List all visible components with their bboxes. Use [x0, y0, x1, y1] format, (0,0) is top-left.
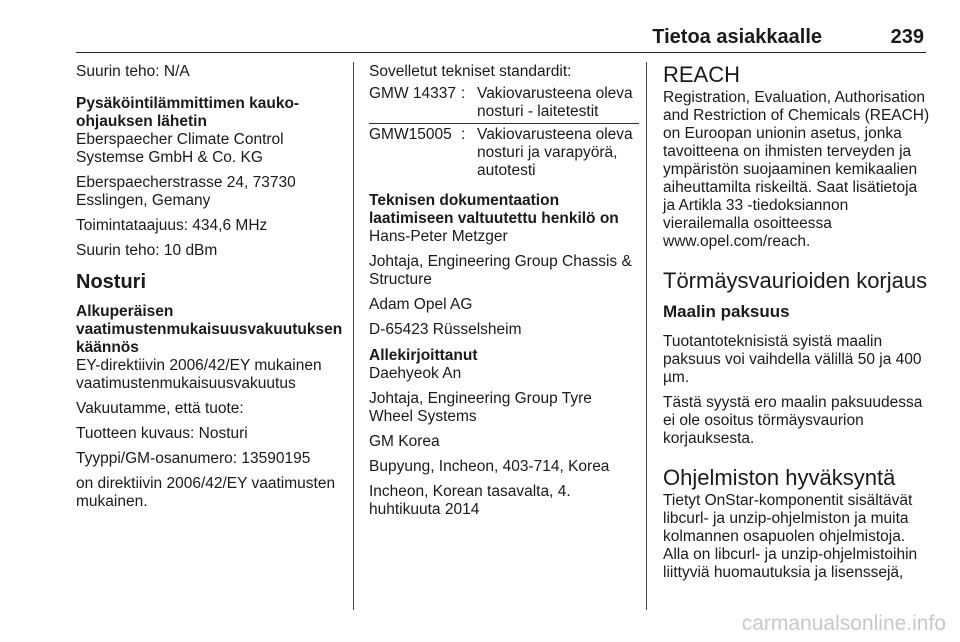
- standard-separator: :: [461, 85, 466, 102]
- translation-heading: Alkuperäisen vaatimustenmukaisuusvakuutuksen käännös: [76, 303, 343, 356]
- page-title: Tietoa asiakkaalle: [652, 26, 822, 48]
- column-2: [369, 63, 639, 526]
- compliance-text: on direktiivin 2006/42/EY vaatimusten mukainen.: [76, 475, 336, 510]
- address-2: Bupyung, Incheon, 403-714, Korea: [369, 458, 610, 475]
- role-2: Johtaja, Engineering Group Tyre Wheel Systems: [369, 390, 592, 425]
- company-2: GM Korea: [369, 433, 440, 450]
- directive-text: EY-direktiivin 2006/42/EY mukainen vaatimustenmukaisuusvakuutus: [76, 357, 322, 392]
- column-1: [76, 63, 348, 518]
- standard-description: Vakiovarusteena oleva nosturi ja varapyörä, autotesti: [477, 126, 633, 179]
- operating-frequency: Toimintataajuus: 434,6 MHz: [76, 217, 268, 234]
- standard-separator: :: [461, 126, 466, 143]
- place-date: Incheon, Korean tasavalta, 4. huhtikuuta 2014: [369, 483, 571, 518]
- table-row: [369, 123, 639, 182]
- header-divider: [76, 52, 926, 53]
- max-power: Suurin teho: 10 dBm: [76, 242, 218, 259]
- page-number: 239: [890, 26, 924, 48]
- max-power-na: Suurin teho: N/A: [76, 63, 190, 80]
- column-divider-2: [646, 62, 647, 610]
- person-2: Daehyeok An: [369, 365, 462, 382]
- section-heading-nosturi: Nosturi: [76, 271, 146, 293]
- role-1: Johtaja, Engineering Group Chassis & Structure: [369, 253, 632, 288]
- standards-table: [369, 85, 639, 182]
- person-1: Hans-Peter Metzger: [369, 228, 508, 245]
- paint-thickness-heading: Maalin paksuus: [663, 302, 790, 321]
- manufacturer-address: Eberspaecherstrasse 24, 73730 Esslingen, Gemany: [76, 174, 296, 209]
- standard-description: Vakiovarusteena oleva nosturi - laitetestit: [477, 85, 633, 120]
- software-heading: Ohjelmiston hyväksyntä: [663, 465, 896, 490]
- tech-doc-heading: Teknisen dokumentaation laatimiseen valtuutettu henkilö on: [369, 192, 619, 227]
- manufacturer-name: Eberspaecher Climate Control Systemse GmbH & Co. KG: [76, 131, 284, 166]
- column-3: [663, 63, 931, 589]
- standards-title: Sovelletut tekniset standardit:: [369, 63, 572, 80]
- signer-heading: Allekirjoittanut: [369, 347, 478, 364]
- page-header: [76, 22, 926, 52]
- reach-heading: REACH: [663, 62, 741, 87]
- collision-repair-heading: Törmäysvaurioiden korjaus: [663, 268, 928, 293]
- product-description: Tuotteen kuvaus: Nosturi: [76, 425, 248, 442]
- software-text: Tietyt OnStar-komponentit sisältävät libcurl- ja unzip-ohjelmiston ja muita kolmannen osapuolen ohjelmistoja. Alla on libcurl- ja unzip-ohjelmistoihin liittyviä huomautuksia ja lisenssejä,: [663, 492, 918, 581]
- table-row: [369, 85, 639, 123]
- watermark: carmanualsonline.info: [741, 612, 946, 635]
- company-1: Adam Opel AG: [369, 296, 473, 313]
- paint-thickness-text: Tuotantoteknisistä syistä maalin paksuus voi vaihdella välillä 50 ja 400 µm.: [663, 333, 922, 386]
- product-type: Tyyppi/GM-osanumero: 13590195: [76, 450, 311, 467]
- standard-code: GMW15005: [369, 126, 452, 143]
- declaration-text: Vakuutamme, että tuote:: [76, 400, 244, 417]
- heater-remote-heading: Pysäköintilämmittimen kauko-ohjauksen lähetin: [76, 95, 300, 130]
- reach-text: Registration, Evaluation, Authorisation and Restriction of Chemicals (REACH) on Euroopan unionin asetus, jonka tavoitteena on ihmisten terveyden ja ympäristön suojaaminen kemikaalien aiheuttamilta riskeiltä. Saat lisätietoja ja Artikla 33 -tiedoksiannon vierailemalla osoitteessa www.opel.com/reach.: [663, 89, 930, 250]
- column-divider-1: [353, 62, 354, 610]
- paint-thickness-text-2: Tästä syystä ero maalin paksuudessa ei ole osoitus törmäysvaurion korjauksesta.: [663, 394, 923, 447]
- city-1: D-65423 Rüsselsheim: [369, 321, 522, 338]
- standard-code: GMW 14337: [369, 85, 457, 102]
